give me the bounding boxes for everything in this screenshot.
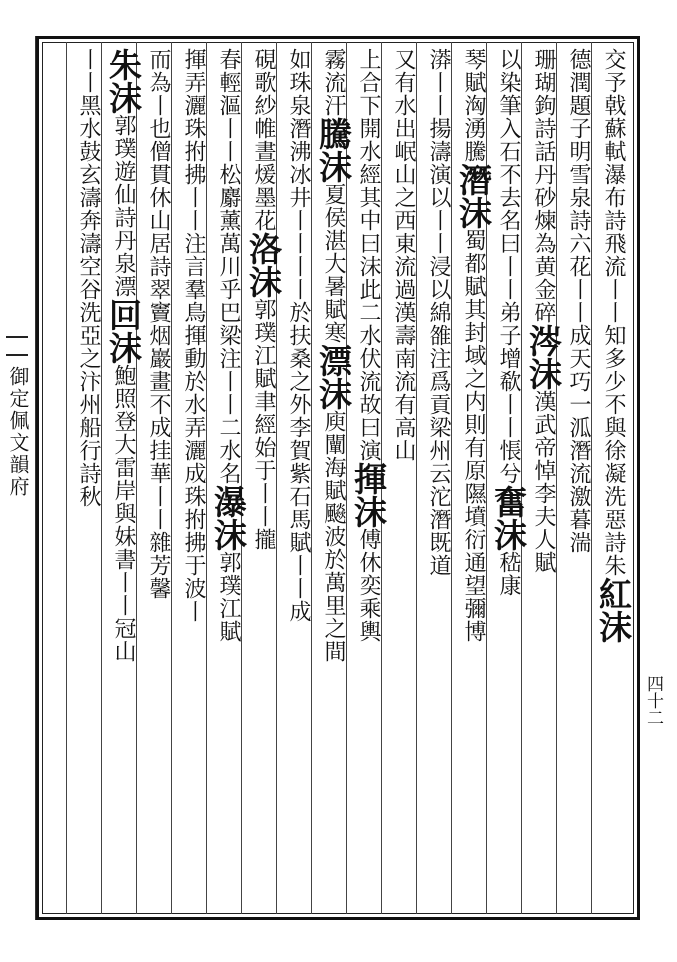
page-number: 四十二 [643,674,663,726]
headword: 騰沫 [314,117,353,183]
text-run: 丨丨黑水鼓玄濤 [76,48,101,209]
headword: 漂沫 [314,344,353,410]
margin-strip [0,36,36,920]
headword: 回沫 [104,298,143,364]
text-run: 萬川乎巴梁注丨丨二水名 [216,232,241,485]
headword: 涔沫 [524,324,563,390]
text-run: 鮑照登大雷岸與妹書丨丨冠山 [111,364,136,663]
text-run: 漭丨丨揚濤 [426,48,451,163]
text-column [66,48,110,912]
text-run: 演以丨丨浸以綿雒注爲貢梁州云沱潛既道 [426,163,451,577]
headword: 朱沫 [104,48,143,114]
text-run: 傅休奕乘輿 [356,528,381,643]
fishtail-mark [6,336,28,356]
text-run: 夏侯湛大暑賦寒 [321,183,346,344]
text-run: 馬賦丨丨成 [286,508,311,623]
text-run: 郭璞江賦聿經始于丨丨攏 [251,298,276,551]
text-run: 庾闡海賦飈波於萬里之間 [321,410,346,663]
text-run: 春輕漚丨丨松麝薰 [216,48,241,232]
text-run: 又有水出岷山之西東流過漢壽南流有高山 [391,48,416,462]
text-run: 郭璞江賦 [216,551,241,643]
column-rule [66,42,67,914]
text-run: 丨丨於扶桑之外李賀紫石 [286,255,311,508]
headword: 潛沫 [454,163,493,229]
text-run: 硯歌紗帷晝煖墨花 [251,48,276,232]
text-run: 蜀都賦其封域之内則有原隰墳衍通望彌博 [461,229,486,643]
text-run: 琴賦洶湧騰 [461,48,486,163]
headword: 洛沫 [244,232,283,298]
text-run: 奔濤空谷洗亞之汴州船行詩秋 [76,209,101,508]
text-run: 交予戟蘇軾瀑布詩飛流丨丨知多少不與徐凝洗惡詩朱 [601,48,626,577]
headword: 瀑沫 [209,485,248,551]
text-run: 上合下開水經其中曰沫此二水伏流故曰演 [356,48,381,462]
text-run: 弟子增欷丨丨悵兮 [496,301,521,485]
headword: 奮沫 [489,485,528,551]
text-run: 而為丨也僧貫休山居詩翠竇烟巖畫不成挂華丨丨雜芳馨 [146,48,171,600]
text-run: 德潤題子明雪泉詩六花丨丨成天巧一泒潛流激暮湍 [566,48,591,554]
text-run: 以染筆入石不去名曰丨丨 [496,48,521,301]
text-run: 郭璞遊仙詩丹泉漂 [111,114,136,298]
headword: 紅沫 [594,577,633,643]
headword: 揮沫 [349,462,388,528]
text-run: 如珠 [286,48,311,94]
text-run: 嵇康 [496,551,521,597]
text-run: 漢武帝悼李夫人賦 [531,390,556,574]
text-run: 霧流汗 [321,48,346,117]
text-run: 泉潛沸冰井丨丨 [286,94,311,255]
book-title: 御定佩文韻府 [6,366,30,498]
text-run: 揮弄灑珠拊拂丨丨注言羣鳥揮動於水弄灑成珠拊拂于波丨 [181,48,206,623]
text-run: 珊瑚鉤詩話丹砂煉為黄金碎 [531,48,556,324]
